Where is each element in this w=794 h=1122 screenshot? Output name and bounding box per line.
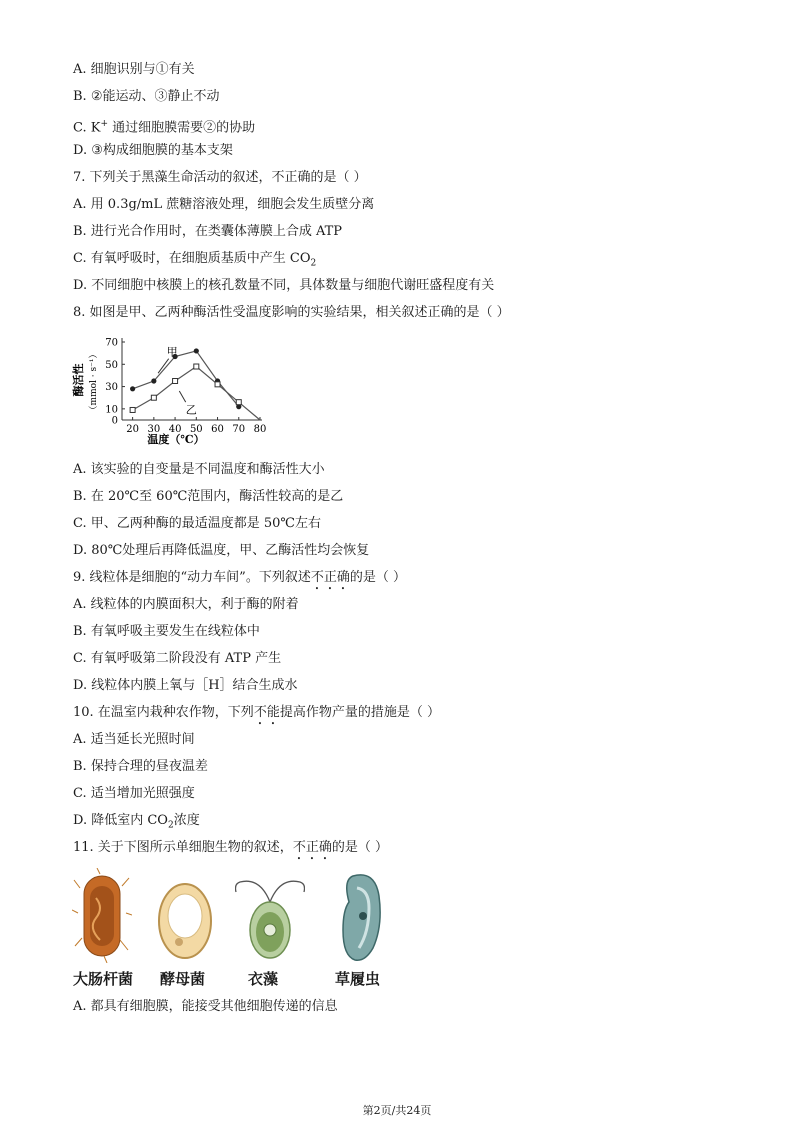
x-tick-label: 80 bbox=[253, 424, 267, 435]
series-point-1 bbox=[130, 407, 135, 412]
q10-option-a: A. 适当延长光照时间 bbox=[73, 732, 195, 747]
q11-stem: 11. 关于下图所示单细胞生物的叙述，不正确的是（ ） bbox=[73, 840, 388, 855]
enzyme-activity-chart bbox=[70, 330, 270, 448]
y-axis-title: 酶活性 bbox=[72, 363, 85, 397]
q7-option-a: A. 用 0.3g/mL 蔗糖溶液处理，细胞会发生质壁分离 bbox=[73, 197, 375, 212]
q10-option-c: C. 适当增加光照强度 bbox=[73, 786, 195, 801]
series-point-1 bbox=[236, 400, 241, 405]
q6-option-a: A. 细胞识别与①有关 bbox=[73, 62, 195, 77]
cell-name-paramecium: 草履虫 bbox=[335, 970, 381, 988]
q6-option-d: D. ③构成细胞膜的基本支架 bbox=[73, 143, 233, 158]
q7-stem: 7. 下列关于黑藻生命活动的叙述，不正确的是（ ） bbox=[73, 170, 367, 185]
y-tick-label: 70 bbox=[105, 337, 118, 349]
x-tick-label: 70 bbox=[232, 424, 246, 435]
yeast-illustration bbox=[155, 880, 215, 962]
x-tick-label: 40 bbox=[168, 424, 182, 435]
q10-option-d: D. 降低室内 $CO_2$浓度 bbox=[73, 813, 200, 831]
q10-stem: 10. 在温室内栽种农作物，下列不能提高作物产量的措施是（ ） bbox=[73, 705, 440, 720]
series-point-1 bbox=[215, 382, 220, 387]
x-tick-label: 60 bbox=[211, 424, 224, 435]
x-tick-label: 20 bbox=[126, 424, 139, 435]
q11-option-a: A. 都具有细胞膜，能接受其他细胞传递的信息 bbox=[73, 999, 338, 1014]
q9-option-c: C. 有氧呼吸第二阶段没有 ATP 产生 bbox=[73, 651, 282, 666]
q9-option-a: A. 线粒体的内膜面积大，利于酶的附着 bbox=[73, 597, 299, 612]
q9-option-d: D. 线粒体内膜上氧与［H］结合生成水 bbox=[73, 678, 298, 693]
series-line-0 bbox=[133, 351, 239, 407]
q6-option-c: C. K+ 通过细胞膜需要②的协助 bbox=[73, 119, 256, 136]
series-label-b: 乙 bbox=[185, 403, 197, 417]
label-pointer-b bbox=[179, 391, 185, 402]
y-axis-unit: （mmol · s⁻¹） bbox=[89, 349, 99, 415]
y-tick-label: 10 bbox=[105, 404, 118, 416]
cell-name-e-coli: 大肠杆菌 bbox=[73, 970, 134, 988]
q8-option-c: C. 甲、乙两种酶的最适温度都是 50℃左右 bbox=[73, 516, 321, 531]
chlamydomonas-illustration bbox=[235, 872, 305, 964]
x-tick-label: 30 bbox=[147, 424, 161, 435]
q7-option-c: C. 有氧呼吸时，在细胞质基质中产生 $CO_2$ bbox=[73, 251, 317, 269]
x-tick-label: 50 bbox=[189, 424, 203, 435]
series-point-1 bbox=[173, 379, 178, 384]
q8-option-b: B. 在 20℃至 60℃范围内，酶活性较高的是乙 bbox=[73, 489, 344, 504]
y-tick-label: 0 bbox=[111, 415, 118, 427]
q8-option-d: D. 80℃处理后再降低温度，甲、乙酶活性均会恢复 bbox=[73, 543, 370, 558]
x-axis-title: 温度（℃） bbox=[147, 433, 205, 446]
series-label-a: 甲 bbox=[166, 345, 178, 359]
q10-option-b: B. 保持合理的昼夜温差 bbox=[73, 759, 208, 774]
series-point-0 bbox=[194, 348, 199, 353]
page-footer: 第2页/共24页 bbox=[362, 1104, 432, 1117]
q6-option-b: B. ②能运动、③静止不动 bbox=[73, 89, 220, 104]
q7-option-b: B. 进行光合作用时，在类囊体薄膜上合成 ATP bbox=[73, 224, 343, 239]
y-tick-label: 50 bbox=[105, 359, 118, 371]
e-coli-illustration bbox=[72, 868, 132, 963]
series-point-1 bbox=[194, 364, 199, 369]
q8-option-a: A. 该实验的自变量是不同温度和酶活性大小 bbox=[73, 462, 325, 477]
series-point-0 bbox=[130, 386, 135, 391]
cell-name-yeast: 酵母菌 bbox=[160, 970, 206, 988]
series-point-1 bbox=[151, 395, 156, 400]
series-point-0 bbox=[151, 378, 156, 383]
cell-name-chlamydomonas: 衣藻 bbox=[248, 970, 279, 988]
y-tick-label: 30 bbox=[105, 382, 118, 394]
q9-option-b: B. 有氧呼吸主要发生在线粒体中 bbox=[73, 624, 260, 639]
paramecium-illustration bbox=[335, 870, 385, 965]
q9-stem: 9. 线粒体是细胞的“动力车间”。下列叙述不正确的是（ ） bbox=[73, 570, 406, 585]
q7-option-d: D. 不同细胞中核膜上的核孔数量不同，具体数量与细胞代谢旺盛程度有关 bbox=[73, 278, 495, 293]
q8-stem: 8. 如图是甲、乙两种酶活性受温度影响的实验结果，相关叙述正确的是（ ） bbox=[73, 305, 510, 320]
